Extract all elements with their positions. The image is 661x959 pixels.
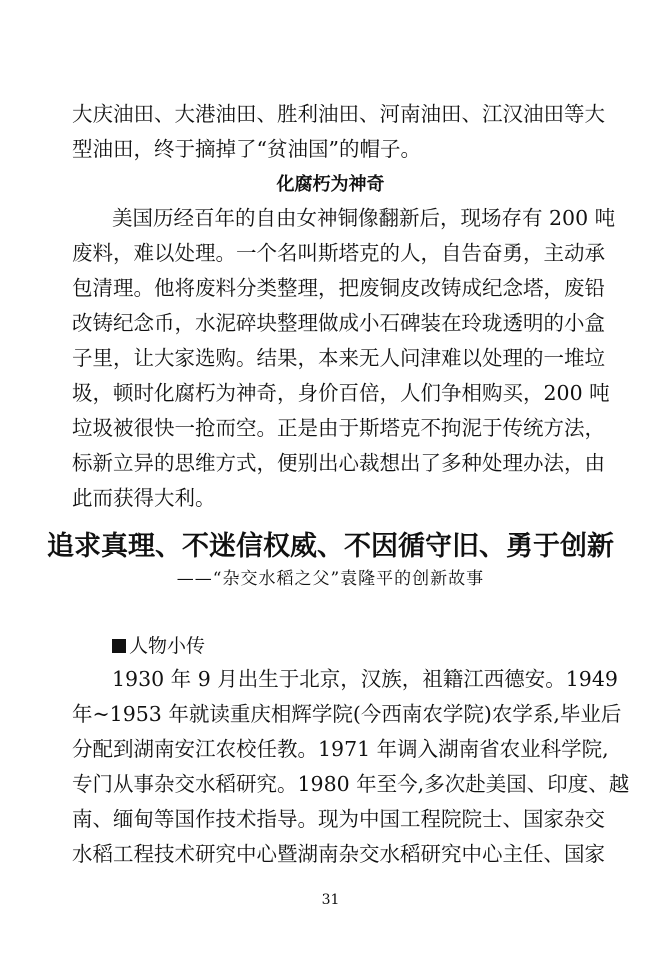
paragraph-line: 子里，让大家选购。结果，本来无人问津难以处理的一堆垃 — [72, 346, 605, 370]
paragraph-line: 圾，顿时化腐朽为神奇，身价百倍，人们争相购买，200 吨 — [72, 381, 610, 405]
paragraph-line: 1930 年 9 月出生于北京，汉族，祖籍江西德安。1949 — [112, 667, 618, 691]
paragraph-line: 分配到湖南安江农校任教。1971 年调入湖南省农业科学院, — [72, 737, 609, 761]
section-label-text: 人物小传 — [129, 635, 206, 657]
paragraph-line: 年~1953 年就读重庆相辉学院(今西南农学院)农学系,毕业后 — [72, 702, 622, 726]
paragraph-line: 垃圾被很快一抢而空。正是由于斯塔克不拘泥于传统方法， — [72, 416, 605, 440]
page-number: 31 — [321, 892, 340, 908]
paragraph-line: 改铸纪念币，水泥碎块整理做成小石碑装在玲珑透明的小盒 — [72, 311, 605, 335]
section-heading: 化腐朽为神奇 — [276, 174, 385, 195]
paragraph-line: 标新立异的思维方式，便别出心裁想出了多种处理办法，由 — [72, 451, 605, 475]
paragraph-line: 型油田，终于摘掉了“贫油国”的帽子。 — [72, 137, 421, 161]
paragraph-line: 废料，难以处理。一个名叫斯塔克的人，自告奋勇，主动承 — [72, 241, 605, 265]
square-bullet-icon — [112, 639, 126, 653]
paragraph-line: 水稻工程技术研究中心暨湖南杂交水稻研究中心主任、国家 — [72, 842, 605, 866]
chapter-title: 追求真理、不迷信权威、不因循守旧、勇于创新 — [47, 531, 614, 562]
paragraph-line: 美国历经百年的自由女神铜像翻新后，现场存有 200 吨 — [112, 206, 616, 230]
paragraph-line: 专门从事杂交水稻研究。1980 年至今,多次赴美国、印度、越 — [72, 772, 630, 796]
paragraph-line: 包清理。他将废料分类整理，把废铜皮改铸成纪念塔，废铅 — [72, 276, 605, 300]
chapter-subtitle: ——“杂交水稻之父”袁隆平的创新故事 — [176, 569, 485, 589]
section-label — [112, 634, 205, 658]
paragraph-line: 此而获得大利。 — [72, 486, 216, 510]
paragraph-line: 南、缅甸等国作技术指导。现为中国工程院院士、国家杂交 — [72, 807, 605, 831]
paragraph-line: 大庆油田、大港油田、胜利油田、河南油田、江汉油田等大 — [72, 102, 605, 126]
